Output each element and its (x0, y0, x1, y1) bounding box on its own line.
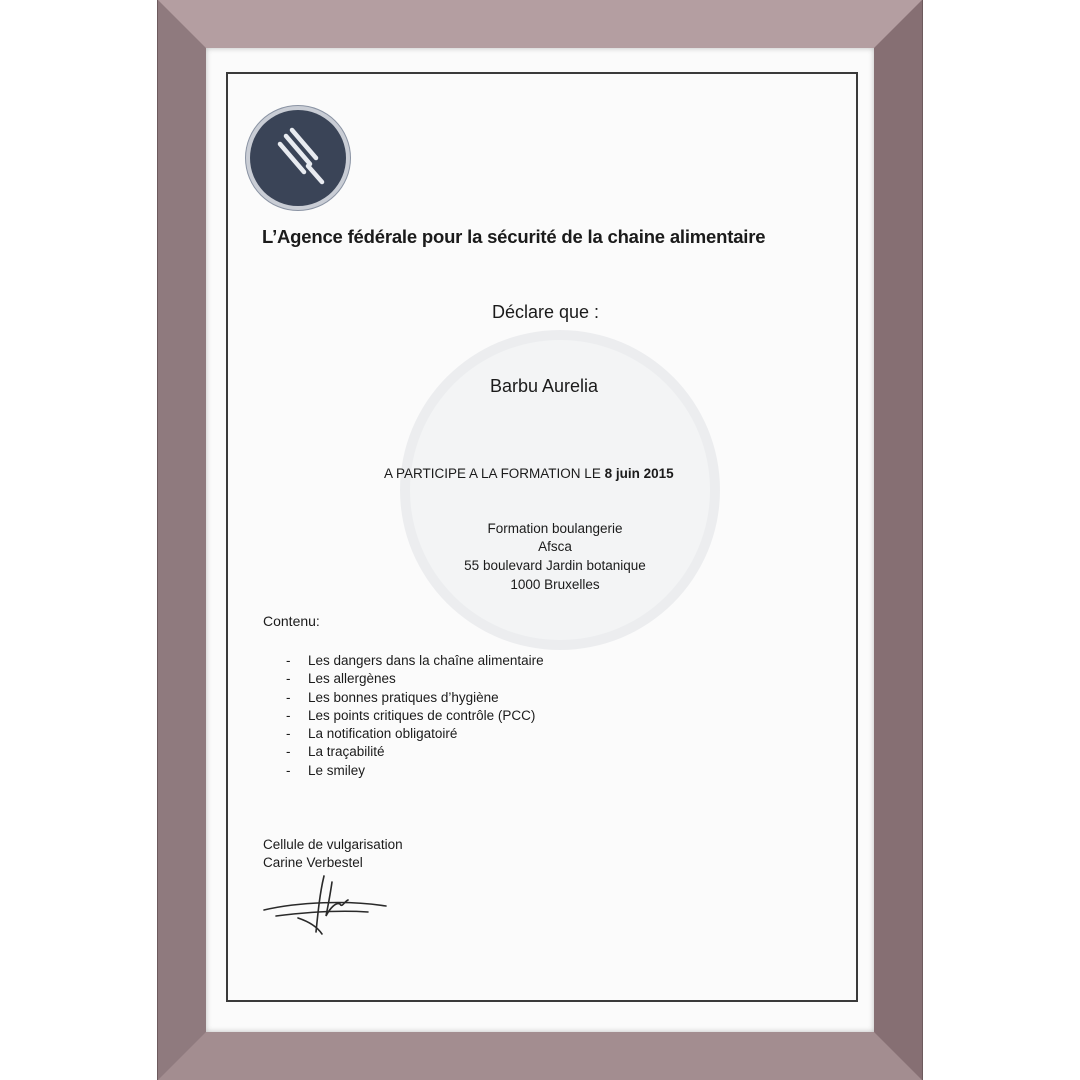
fork-icon (250, 110, 346, 206)
afsca-logo (250, 110, 346, 206)
declaration-lead: Déclare que : (492, 302, 600, 322)
location-line-3: 55 boulevard Jardin botanique (464, 558, 646, 573)
list-item: - Les bonnes pratiques d’hygiène (286, 689, 499, 705)
participant-name: Barbu Aurelia (490, 376, 599, 396)
list-item: - Le smiley (286, 762, 366, 778)
list-item: - Les dangers dans la chaîne alimentaire (286, 653, 544, 668)
formation-prefix: A PARTICIPE A LA FORMATION LE (384, 466, 601, 481)
list-item: - Les points critiques de contrôle (PCC) (286, 707, 536, 723)
signatory-name: Carine Verbestel (263, 855, 363, 870)
content-list (286, 652, 544, 780)
formation-statement (384, 466, 674, 481)
list-item: - Les allergènes (286, 671, 396, 687)
content-label: Contenu: (263, 613, 320, 629)
signatory-unit: Cellule de vulgarisation (263, 837, 403, 852)
handwritten-signature (258, 872, 398, 942)
list-item: - La traçabilité (286, 744, 385, 760)
list-item: - La notification obligatoiré (286, 726, 458, 742)
location-line-1: Formation boulangerie (487, 521, 623, 536)
agency-title: L’Agence fédérale pour la sécurité de la chaine alimentaire (262, 226, 766, 247)
formation-date: 8 juin 2015 (604, 466, 674, 481)
location-line-4: 1000 Bruxelles (510, 577, 600, 592)
location-line-2: Afsca (538, 539, 572, 554)
